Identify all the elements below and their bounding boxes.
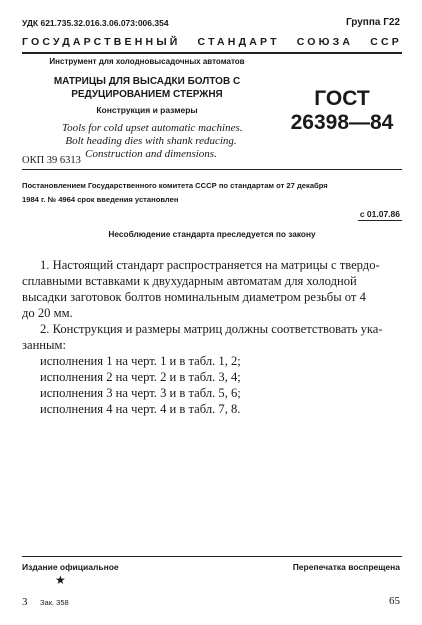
star-icon: ★ — [55, 573, 66, 587]
effective-date: с 01.07.86 — [359, 209, 400, 219]
decree-line-1: Постановлением Государственного комитета СССР по стандартам от 27 декабря — [22, 181, 328, 190]
title-line-2: РЕДУЦИРОВАНИЕМ СТЕРЖНЯ — [71, 89, 223, 100]
standard-banner: ГОСУДАРСТВЕННЫЙ СТАНДАРТ СОЮЗА ССР — [22, 36, 402, 48]
execution-list — [40, 353, 400, 417]
paragraph-line: высадки заготовок болтов номинальным диаметром резьбы от 4 — [22, 290, 366, 304]
gost-number: 26398—84 — [290, 111, 394, 134]
reprint-notice: Перепечатка воспрещена — [292, 562, 400, 572]
list-item: исполнения 4 на черт. 4 и в табл. 7, 8. — [40, 402, 241, 416]
paragraph-line: сплавными вставками к двухударным автоматам для холодной — [22, 274, 357, 288]
title-line-1: МАТРИЦЫ ДЛЯ ВЫСАДКИ БОЛТОВ С — [53, 76, 241, 87]
list-item: исполнения 2 на черт. 2 и в табл. 3, 4; — [40, 370, 241, 384]
udc-code: УДК 621.735.32.016.3.06.073:006.354 — [22, 18, 169, 28]
category-line: Инструмент для холодновысадочных автоматов — [49, 57, 245, 66]
list-item: исполнения 1 на черт. 1 и в табл. 1, 2; — [40, 354, 241, 368]
date-rule — [358, 220, 402, 221]
paragraph-1 — [22, 257, 402, 321]
order-number: Зак. 358 — [40, 598, 69, 607]
footer-rule — [22, 556, 402, 557]
paragraph-line: 2. Конструкция и размеры матриц должны соответствовать ука- — [40, 322, 383, 336]
banner-rule — [22, 52, 402, 54]
title-rule — [22, 169, 402, 170]
legal-warning: Несоблюдение стандарта преследуется по закону — [108, 229, 316, 239]
english-line: Construction and dimensions. — [85, 148, 217, 160]
english-line: Bolt heading dies with shank reducing. — [65, 135, 237, 147]
list-item: исполнения 3 на черт. 3 и в табл. 5, 6; — [40, 386, 241, 400]
left-number: 3 — [22, 596, 28, 608]
paragraph-line: до 20 мм. — [22, 306, 73, 320]
page-number: 65 — [389, 595, 400, 607]
paragraph-line: 1. Настоящий стандарт распространяется на матрицы с твердо- — [40, 258, 380, 272]
english-line: Tools for cold upset automatic machines. — [62, 122, 243, 134]
okp-code: ОКП 39 6313 — [22, 155, 81, 166]
official-edition: Издание официальное — [22, 562, 119, 572]
group-label: Группа Г22 — [345, 17, 400, 28]
paragraph-2 — [22, 321, 402, 353]
paragraph-line: занным: — [22, 338, 66, 352]
decree-line-2: 1984 г. № 4964 срок введения установлен — [22, 195, 179, 204]
english-title — [62, 122, 243, 161]
subtitle: Конструкция и размеры — [96, 105, 198, 115]
gost-label: ГОСТ — [314, 87, 370, 110]
